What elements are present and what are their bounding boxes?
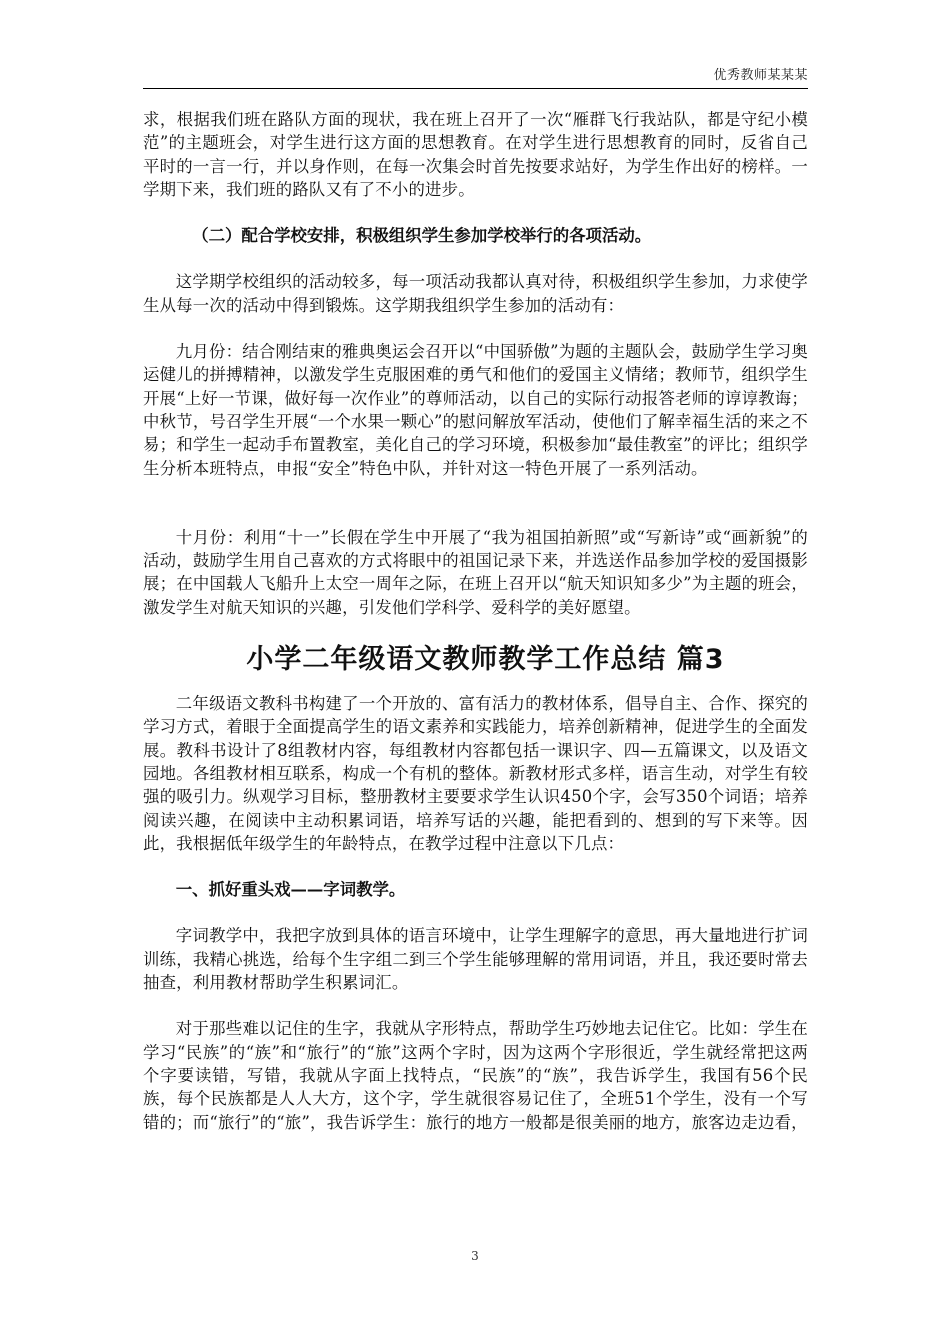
paragraph-october: 十月份：利用“十一”长假在学生中开展了“我为祖国拍新照”或“写新诗”或“画新貌”的活动，鼓励学生用自己喜欢的方式将眼中的祖国记录下来，并选送作品参加学校的爱国摄影展；在中国载人飞船升上太空一周年之际，在班上召开以“航天知识知多少”为主题的班会，激发学生对航天知识的兴趣，引发他们学科学、爱科学的美好愿望。 <box>143 527 808 617</box>
page-header <box>143 62 808 89</box>
section-heading-activities: （二）配合学校安排，积极组织学生参加学校举行的各项活动。 <box>192 226 652 246</box>
section-heading-word-teaching: 一、抓好重头戏——字词教学。 <box>175 880 406 900</box>
article-title: 小学二年级语文教师教学工作总结 篇3 <box>246 644 725 676</box>
page-number: 3 <box>471 1249 479 1263</box>
paragraph-september: 九月份：结合刚结束的雅典奥运会召开以“中国骄傲”为题的主题队会，鼓励学生学习奥运健儿的拼搏精神，以激发学生克服困难的勇气和他们的爱国主义情绪；教师节，组织学生开展“上好一节课，做好每一次作业”的尊师活动，以自己的实际行动报答老师的谆谆教诲；中秋节，号召学生开展“一个水果一颗心”的慰问解放军活动，使他们了解幸福生活的来之不易；和学生一起动手布置教室，美化自己的学习环境，积极参加“最佳教室”的评比；组织学生分析本班特点，申报“安全”特色中队，并针对这一特色开展了一系列活动。 <box>143 342 808 478</box>
paragraph-character-memory: 对于那些难以记住的生字，我就从字形特点，帮助学生巧妙地去记住它。比如：学生在学习“民族”的“族”和“旅行”的“旅”这两个字时，因为这两个字形很近，学生就经常把这两个字要读错，写错，我就从字面上找特点，“民族”的“族”，我告诉学生，我国有56个民族，每个民族都是人人大方，这个字，学生就很容易记住了，全班51个学生，没有一个写错的；而“旅行”的“旅”，我告诉学生：旅行的地方一般都是很美丽的地方，旅客边走边看， <box>143 1019 808 1132</box>
paragraph-word-teaching: 字词教学中，我把字放到具体的语言环境中，让学生理解字的意思，再大量地进行扩词训练，我精心挑选，给每个生字组二到三个学生能够理解的常用词语，并且，我还要时常去抽查，利用教材帮助学生积累词汇。 <box>143 926 808 993</box>
paragraph-continued: 求，根据我们班在路队方面的现状，我在班上召开了一次“雁群飞行我站队，都是守纪小模范”的主题班会，对学生进行这方面的思想教育。在对学生进行思想教育的同时，反省自己平时的一言一行，并以身作则，在每一次集会时首先按要求站好，为学生作出好的榜样。一学期下来，我们班的路队又有了不小的进步。 <box>143 110 808 199</box>
page-content <box>143 108 808 1157</box>
paragraph-textbook-overview: 二年级语文教科书构建了一个开放的、富有活力的教材体系，倡导自主、合作、探究的学习方式，着眼于全面提高学生的语文素养和实践能力，培养创新精神，促进学生的全面发展。教科书设计了8组教材内容，每组教材内容都包括一课识字、四—五篇课文，以及语文园地。各组教材相互联系，构成一个有机的整体。新教材形式多样，语言生动，对学生有较强的吸引力。纵观学习目标，整册教材主要要求学生认识450个字，会写350个词语；培养阅读兴趣，在阅读中主动积累词语，培养写话的兴趣，能把看到的、想到的写下来等。因此，我根据低年级学生的年龄特点，在教学过程中注意以下几点： <box>143 694 808 853</box>
paragraph-activities-intro: 这学期学校组织的活动较多，每一项活动我都认真对待，积极组织学生参加，力求使学生从每一次的活动中得到锻炼。这学期我组织学生参加的活动有： <box>143 272 808 315</box>
header-author: 优秀教师某某某 <box>713 68 808 83</box>
